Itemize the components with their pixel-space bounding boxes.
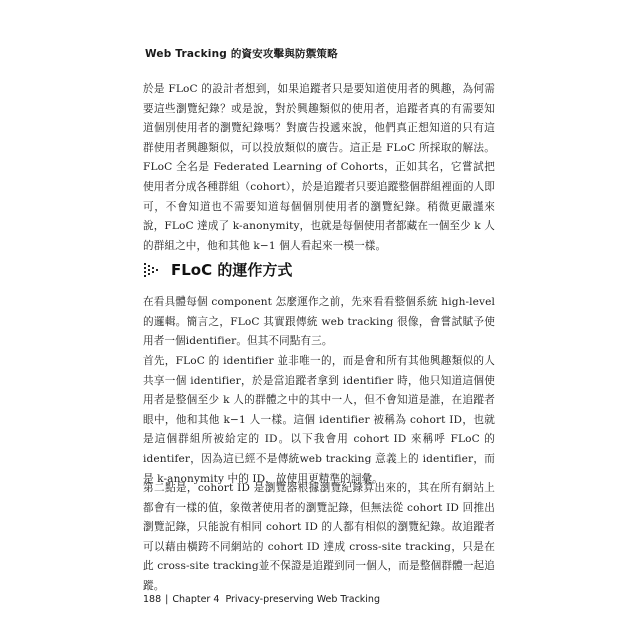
section-heading — [143, 259, 292, 280]
page-footer — [143, 594, 380, 605]
chapter-title: Privacy-preserving Web Tracking — [225, 594, 380, 605]
section-title: FLoC 的運作方式 — [171, 261, 293, 279]
footer-separator: | — [165, 594, 169, 605]
section-marker-icon — [143, 260, 163, 280]
paragraph-first-point: 首先，FLoC 的 identifier 並非唯一的，而是會和所有其他興趣類似的人共享一個 identifier，於是當追蹤者拿到 identifier 時，他只知道這個使用者是整個至少 k 人的群體之中的其中一人，但不會知道是誰，在追蹤者眼中，他和其他 k−1 人一樣。這個 identifier 被稱為 cohort ID，也就是這個群組所被給定的 ID。以下我會用 cohort ID 來稱呼 FLoC 的 identifer，因為這已經不是傳統web tracking 意義上的 identifier，而是 k-anonymity 中的 ID，故使用更精準的詞彙。 — [143, 355, 495, 485]
chapter-label: Chapter 4 — [172, 594, 220, 605]
page-number: 188 — [143, 594, 162, 605]
paragraph-overview: 在看具體每個 component 怎麼運作之前，先來看看整個系統 high-level 的邏輯。簡言之，FLoC 其實跟傳統 web tracking 很像，會嘗試賦予使用者一個identifier。但其不同點有三。 — [143, 296, 495, 348]
running-header: Web Tracking 的資安攻擊與防禦策略 — [145, 48, 338, 60]
paragraph-intro: 於是 FLoC 的設計者想到，如果追蹤者只是要知道使用者的興趣，為何需要這些瀏覽紀錄？或是說，對於興趣類似的使用者，追蹤者真的有需要知道個別使用者的瀏覽紀錄嗎？對廣告投遞來說，他們真正想知道的只有這群使用者興趣類似，可以投放類似的廣告。這正是 FLoC 所採取的解法。FLoC 全名是 Federated Learning of Cohorts，正如其名，它嘗試把使用者分成各種群組（cohort），於是追蹤者只要追蹤整個群組裡面的人即可，不會知道也不需要知道每個個別使用者的瀏覽紀錄。稍微更嚴謹來說，FLoC 達成了 k-anonymity，也就是每個使用者都藏在一個至少 k 人的群組之中，他和其他 k−1 個人看起來一模一樣。 — [143, 83, 495, 252]
paragraph-second-point: 第二點是，cohort ID 是瀏覽器根據瀏覽紀錄算出來的，其在所有網站上都會有一樣的值，象徵著使用者的瀏覽記錄，但無法從 cohort ID 回推出瀏覽記錄，只能說有相同 cohort ID 的人都有相似的瀏覽紀錄。故追蹤者可以藉由橫跨不同網站的 cohort ID 達成 cross-site tracking，只是在此 cross-site tracking並不保證是追蹤到同一個人，而是整個群體一起追蹤。 — [143, 482, 495, 592]
